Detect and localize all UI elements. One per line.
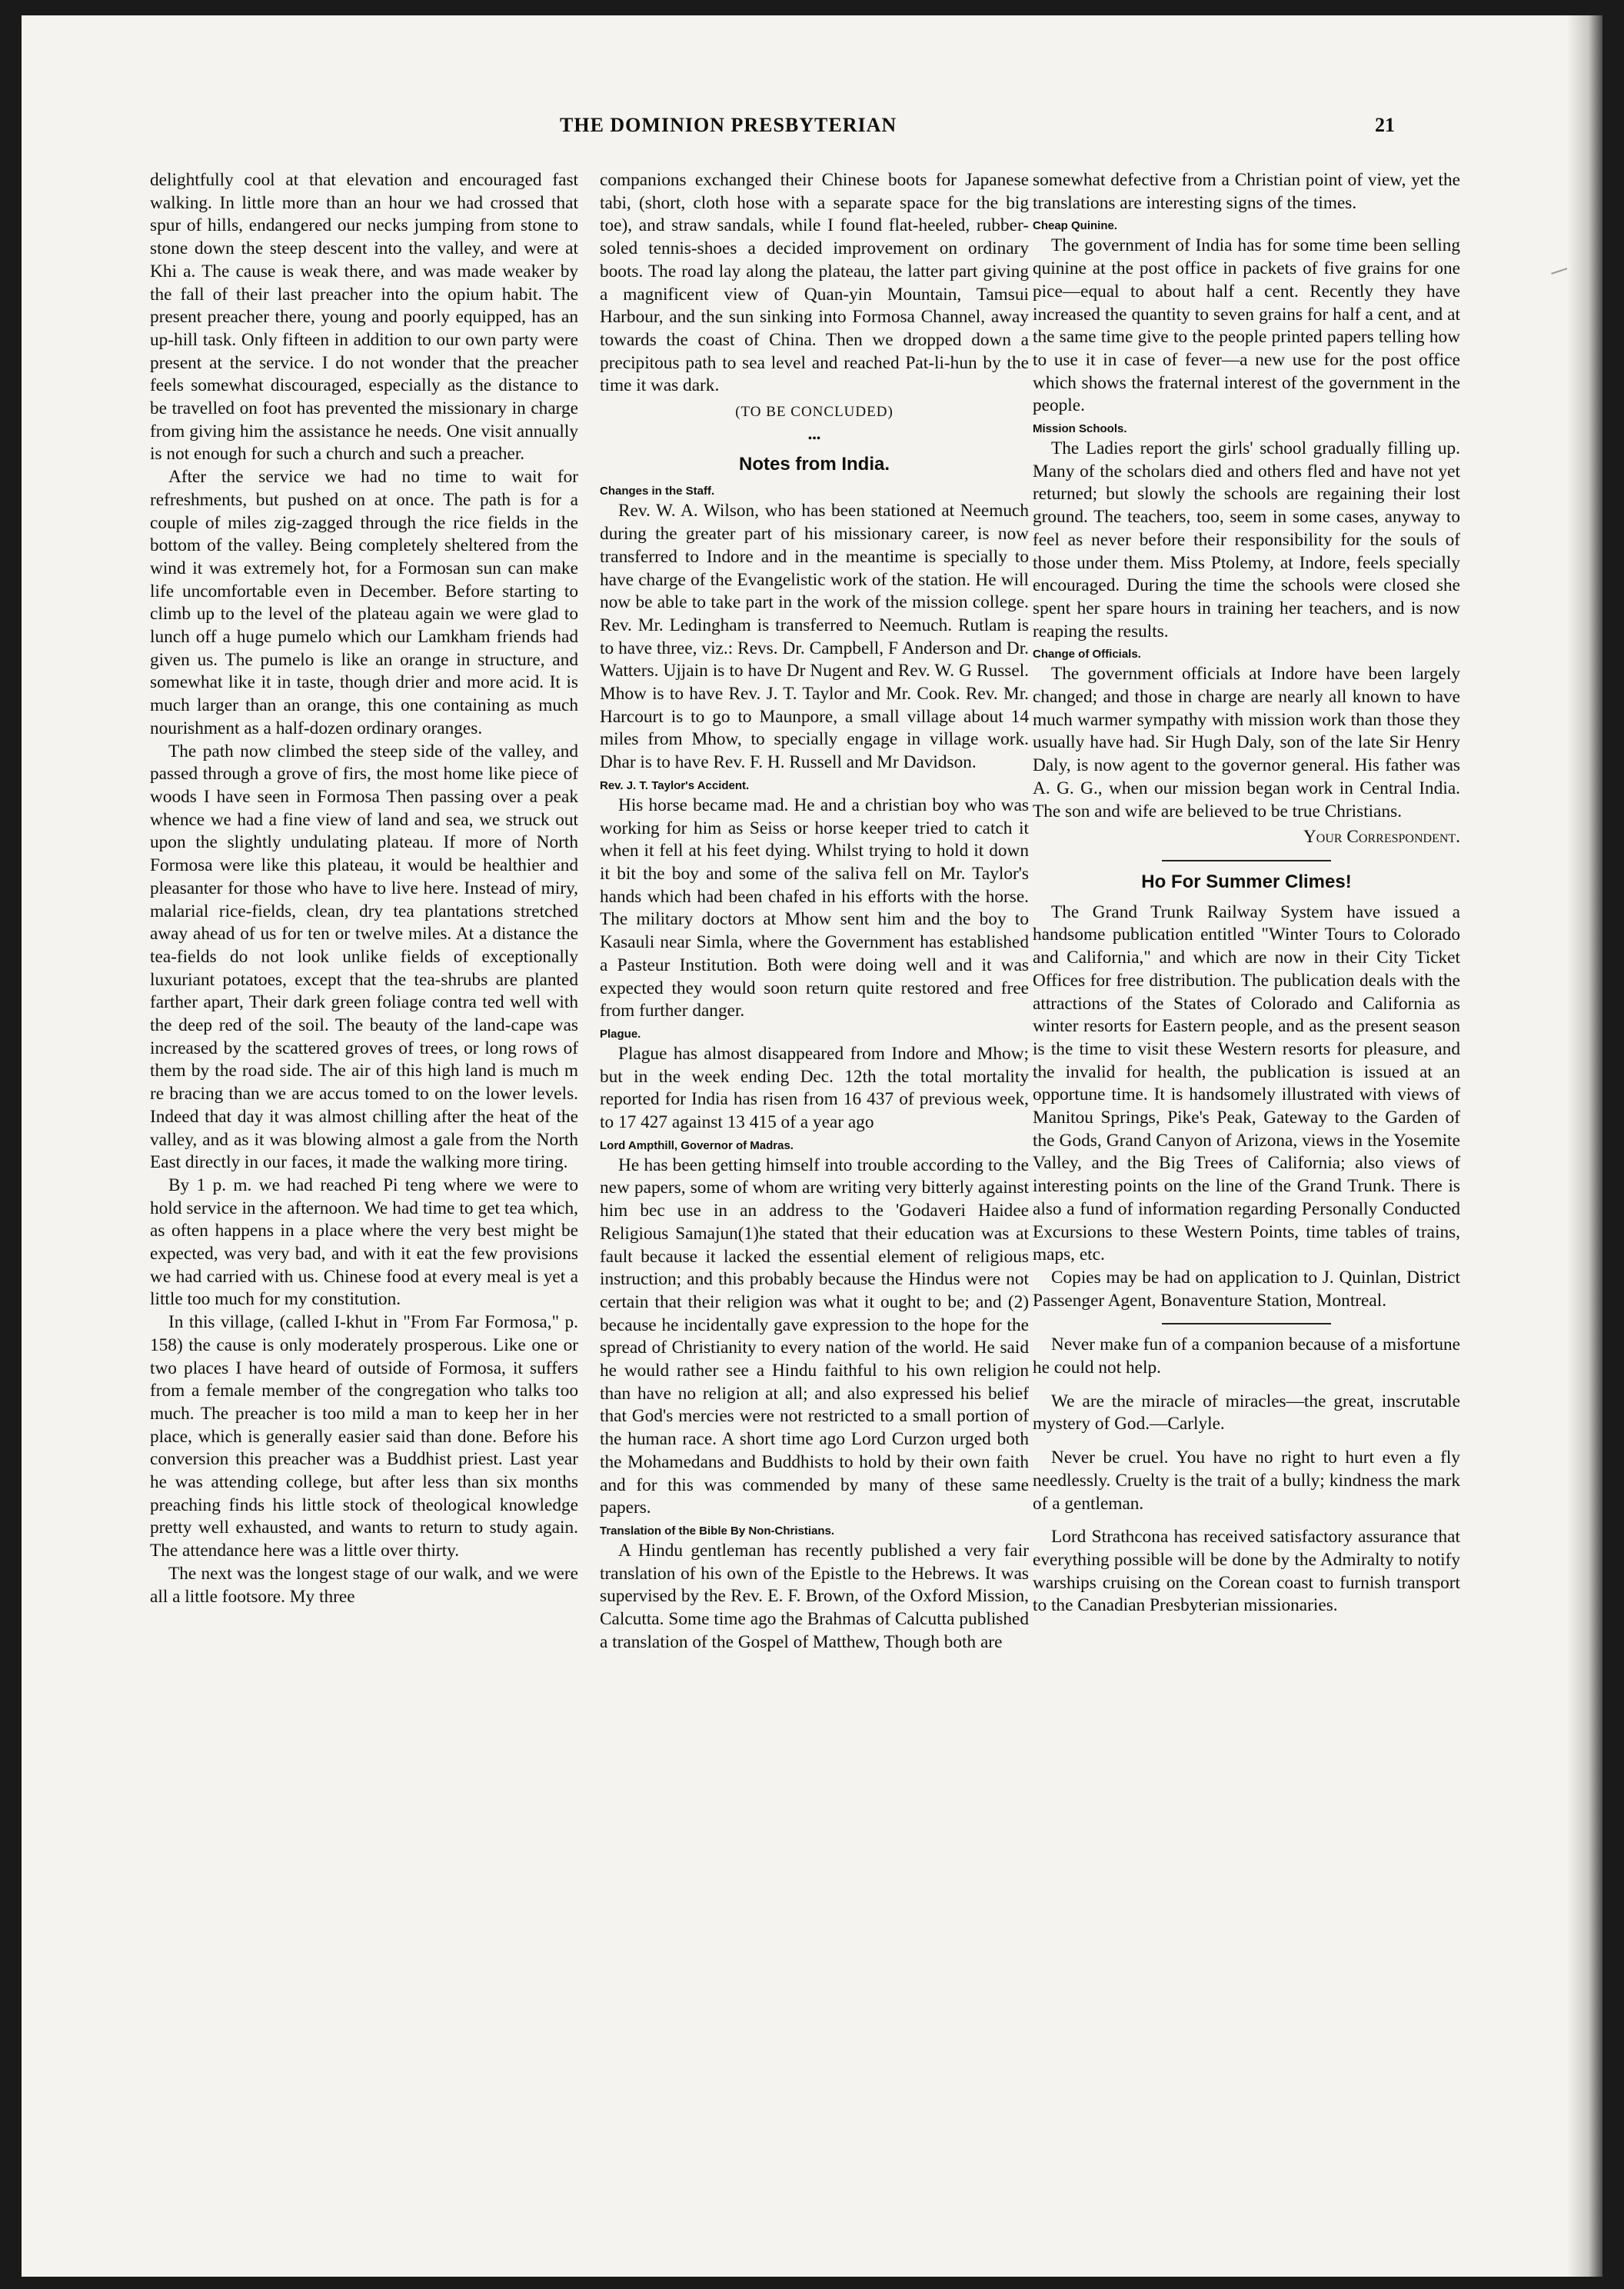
column-1 [150, 169, 578, 1608]
paragraph: A Hindu gentleman has recently published a very fair translation of his own of the Epistle to the Hebrews. It was supervised by the Rev. E. F. Brown, of the Oxford Mission, Calcutta. Some time ago the Brahmas of Calcutta published a translation of the Gospel of Matthew, Though both are [600, 1540, 1029, 1652]
paragraph: Plague has almost disappeared from Indore and Mhow; but in the week ending Dec. 12th the total mortality reported for India has risen from 16 437 of previous week, to 17 427 against 13 415 of a year ago [600, 1043, 1029, 1133]
paragraph: delightfully cool at that elevation and encouraged fast walking. In little more than an hour we had crossed that spur of hills, endangered our necks jumping from stone to stone down the steep descent into the valley, and were at Khi a. The cause is weak there, and was made weaker by the fall of their last preacher into the opium habit. The present preacher there, young and poorly equipped, has an up-hill task. Only fifteen in addition to our own party were present at the service. I do not wonder that the preacher feels somewhat discouraged, especially as the distance to be travelled on foot has prevented the missionary in charge from giving him the assistance he needs. One visit annually is not enough for such a church and such a preacher. [150, 170, 578, 465]
paragraph: By 1 p. m. we had reached Pi teng where we were to hold service in the afternoon. We had time to get tea which, as often happens in a place where the very best might be expected, was very bad, and with it eat the few provisions we had carried with us. Chinese food at every meal is yet a little too much for my constitution. [150, 1174, 578, 1310]
paper-mark [1551, 266, 1576, 281]
subheading: Changes in the Staff. [600, 485, 715, 498]
filler-item: Never be cruel. You have no right to hurt even a fly needlessly. Cruelty is the trait of a bully; kindness the mark of a gentleman. [1033, 1448, 1460, 1514]
paragraph: After the service we had no time to wait for refreshments, but pushed on at once. The path is for a couple of miles zig-zagged through the rice fields in the bottom of the valley. Being completely sheltered from the wind it was extremely hot, for a Formosan sun can make life uncomfortable even in December. Before starting to climb up to the level of the plateau again we were glad to lunch off a huge pumelo which our Lamkham friends had given us. The pumelo is like an orange in structure, and somewhat like it in taste, though drier and more acid. It is much larger than an orange, this one containing as much nourishment as a half-dozen ordinary oranges. [150, 467, 578, 738]
subheading: Plague. [600, 1027, 641, 1041]
article-title: Ho For Summer Climes! [1141, 871, 1352, 892]
continuation-note: (TO BE CONCLUDED) [735, 404, 894, 421]
paragraph: The government of India has for some time been selling quinine at the post office in packets of five grains for one pice—equal to about half a cent. Recently they have increased the quantity to seven grains for half a cent, and at the same time give to the people printed papers telling how to use it in case of fever—a new use for the post office which shows the fraternal interest of the government in the people. [1033, 235, 1460, 416]
running-head: THE DOMINION PRESBYTERIAN [560, 114, 897, 136]
signature: Your Correspondent. [1303, 827, 1460, 848]
page-header [22, 114, 1602, 145]
article-title: Notes from India. [738, 453, 890, 475]
newspaper-page [22, 15, 1602, 2277]
filler-item: Lord Strathcona has received satisfactory assurance that everything possible will be done by the Admiralty to notify warships cruising on the Corean coast to furnish transport to the Canadian Presbyterian missionaries. [1033, 1527, 1460, 1616]
paragraph: The next was the longest stage of our walk, and we were all a little footsore. My three [150, 1563, 578, 1607]
filler-item: Never make fun of a companion because of a misfortune he could not help. [1033, 1334, 1460, 1378]
divider-ornament: ••• [807, 431, 821, 445]
paragraph: In this village, (called I-khut in "From Far Formosa," p. 158) the cause is only moderately prosperous. Like one or two places I have heard of outside of Formosa, it suffers from a female member of the congregation who talks too much. The preacher is too mild a man to keep her in her place, which is generally easier said than done. Before his conversion this preacher was a Buddhist priest. Last year he was attending college, but after less than six months preaching finds his little stock of theological knowledge pretty well exhausted, and wants to return to study again. The attendance here was a little over thirty. [150, 1312, 578, 1561]
paragraph: companions exchanged their Chinese boots for Japanese tabi, (short, cloth hose with a separate space for the big toe), and straw sandals, while I found flat-heeled, rubber-soled tennis-shoes a decided improvement on ordinary boots. The road lay along the plateau, the latter part giving a magnificent view of Quan-yin Mountain, Tamsui Harbour, and the sun sinking into Formosa Channel, away towards the coast of China. Then we dropped down a precipitous path to sea level and reached Pat-li-hun by the time it was dark. [600, 170, 1029, 396]
filler-item: We are the miracle of miracles—the great, inscrutable mystery of God.—Carlyle. [1033, 1391, 1460, 1434]
page-number: 21 [1375, 114, 1395, 136]
divider-rule [1162, 860, 1331, 861]
subheading: Lord Ampthill, Governor of Madras. [600, 1138, 794, 1152]
paragraph: The path now climbed the steep side of the valley, and passed through a grove of firs, the most home like piece of woods I have seen in Formosa Then passing over a peak whence we had a fine view of land and sea, we struck out upon the slightly undulating plateau. If more of North Formosa were like this plateau, it would be healthier and pleasanter for those who have to live here. Instead of miry, malarial rice-fields, clean, dry tea plantations stretched away ahead of us for ten or twelve miles. At a distance the tea-fields do not look unlike fields of exceptionally luxuriant potatoes, except that the tea-shrubs are planted farther apart, Their dark green foliage contra ted well with the deep red of the soil. The beauty of the land-cape was increased by the scattered groves of trees, or long rows of them by the road side. The air of this high land is much m re bracing than we are accus tomed to on the lower levels. Indeed that day it was almost chilling after the heat of the valley, and as it was blowing almost a gale from the North East directly in our faces, it made the walking more tiring. [150, 741, 578, 1173]
paragraph: The government officials at Indore have been largely changed; and those in charge are nearly all known to have much warmer sympathy with mission work than those they usually have had. Sir Hugh Daly, son of the late Sir Henry Daly, is now agent to the governor general. His father was A. G. G., when our mission began work in Central India. The son and wife are believed to be true Christians. [1033, 664, 1460, 821]
subheading: Mission Schools. [1033, 422, 1127, 436]
paragraph: The Grand Trunk Railway System have issued a handsome publication entitled "Winter Tours to Colorado and California," and which are now in their City Ticket Offices for free distribution. The publication deals with the attractions of the States of Colorado and California as winter resorts for Eastern people, and as the present season is the time to visit these Western resorts for pleasure, and the invalid for health, the publication is issued at an opportune time. It is handsomely illustrated with views of Manitou Springs, Pike's Peak, Gateway to the Garden of the Gods, Grand Canyon of Arizona, views in the Yosemite Valley, and the Big Trees of California; also views of interesting points on the line of the Grand Trunk. There is also a fund of information regarding Personally Conducted Excursions to these Western Points, time tables of trains, maps, etc. [1033, 901, 1460, 1265]
column-3 [1033, 169, 1460, 1628]
column-2 [600, 169, 1029, 1654]
subheading: Rev. J. T. Taylor's Accident. [600, 778, 750, 792]
divider-rule [1162, 1323, 1331, 1324]
subheading: Cheap Quinine. [1033, 219, 1118, 233]
paragraph: somewhat defective from a Christian point of view, yet the translations are interesting signs of the times. [1033, 170, 1460, 213]
paragraph: His horse became mad. He and a christian boy who was working for him as Seiss or horse keeper tried to catch it when it fell at his feet dying. Whilst trying to hold it down it bit the boy and some of the saliva fell on Mr. Taylor's hands which had been chafed in his efforts with the horse. The military doctors at Mhow sent him and the boy to Kasauli near Simla, where the Government has established a Pasteur Institution. Both were doing well and it was expected they would soon return quite restored and free from further danger. [600, 795, 1029, 1021]
paragraph: He has been getting himself into trouble according to the new papers, some of whom are writing very bitterly against him bec use in an address to the 'Godaveri Haidee Religious Samajun(1)he stated that their education was at fault because it lacked the essential element of religious instruction; and this probably because the Hindus were not certain that their religion was what it ought to be; and (2) because he incidentally gave expression to the hope for the spread of Christianity to every nation of the world. He said he would rather see a Hindu faithful to his own religion than have no religion at all; and also expressed his belief that God's mercies were not restricted to a small portion of the human race. A short time ago Lord Curzon urged both the Mohamedans and Buddhists to hold by their own faith and for this was commended by many of these same papers. [600, 1154, 1029, 1518]
paragraph: The Ladies report the girls' school gradually filling up. Many of the scholars died and others fled and have not yet returned; but slowly the schools are regaining their lost ground. The teachers, too, seem in some cases, anyway to feel as never before their responsibility for the souls of those under them. Miss Ptolemy, at Indore, feels specially encouraged. During the time the schools were closed she spent her spare hours in training her teachers, and is now reaping the results. [1033, 438, 1460, 641]
subheading: Translation of the Bible By Non-Christians. [600, 1524, 835, 1538]
paragraph: Copies may be had on application to J. Quinlan, District Passenger Agent, Bonaventure Station, Montreal. [1033, 1267, 1460, 1311]
subheading: Change of Officials. [1033, 648, 1141, 661]
paragraph: Rev. W. A. Wilson, who has been stationed at Neemuch during the greater part of his missionary career, is now transferred to Indore and in the meantime is specially to have charge of the Evangelistic work of the station. He will now be able to take part in the work of the mission college. Rev. Mr. Ledingham is transferred to Neemuch. Rutlam is to have three, viz.: Revs. Dr. Campbell, F Anderson and Dr. Watters. Ujjain is to have Dr Nugent and Rev. W. G Russel. Mhow is to have Rev. J. T. Taylor and Mr. Cook. Rev. Mr. Harcourt is to go to Maunpore, a small village about 14 miles from Mhow, to specially engage in village work. Dhar is to have Rev. F. H. Russell and Mr Davidson. [600, 501, 1029, 773]
